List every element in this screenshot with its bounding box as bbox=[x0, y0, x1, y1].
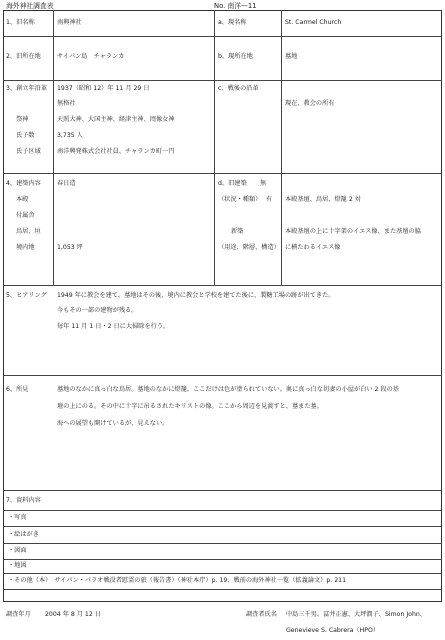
value-old-name: 南興神社 bbox=[57, 19, 82, 26]
row-divider bbox=[3, 285, 442, 286]
material-photo: ・写真 bbox=[8, 514, 27, 521]
material-postcard: ・絵はがき bbox=[8, 531, 39, 538]
observation-line-2: 壇の上にのる。その中に十字に吊るされたキリストの像。ここから周辺を見渡すと、墓また墓。 bbox=[57, 403, 323, 410]
list-divider bbox=[3, 526, 442, 527]
label-main-hall: 本殿 bbox=[16, 196, 29, 203]
value-new-building-line1: 本殿基壇の上に十字架のイエス像、また基壇の脇 bbox=[285, 228, 421, 235]
hearing-line-2: 今もその一部の建物が残る。 bbox=[57, 307, 138, 314]
list-divider bbox=[3, 573, 442, 574]
column-divider bbox=[53, 10, 54, 285]
value-surveyors-line2: Genevieve S. Cabrera（HPO） bbox=[286, 627, 380, 634]
row-divider bbox=[3, 80, 442, 81]
hearing-line-3: 毎年 11 月 1 日・2 日に大掃除を行う。 bbox=[57, 323, 170, 330]
observation-line-3: 海への展望も開けているが、見えない。 bbox=[57, 420, 169, 427]
document-title: 海外神社調査表 bbox=[6, 2, 54, 10]
list-divider bbox=[3, 510, 442, 511]
value-current-location: 墓地 bbox=[285, 53, 298, 60]
label-current-location: b、現所在地 bbox=[218, 53, 253, 60]
label-hearing: 5、ヒアリング bbox=[6, 292, 47, 299]
material-drawing: ・図面 bbox=[8, 547, 27, 554]
value-survey-date: 2004 年 8 月 12 日 bbox=[45, 611, 101, 618]
hearing-line-1: 1949 年に教会を建て、墓地はその後、境内に教会と学校を建てた後に、製糖工場の跡が出てきた。 bbox=[57, 292, 335, 299]
row-divider bbox=[3, 36, 442, 37]
label-parish-area: 氏子区域 bbox=[16, 148, 41, 155]
label-new-building: 新築 bbox=[231, 228, 244, 235]
row-divider bbox=[3, 375, 442, 376]
survey-table bbox=[3, 10, 442, 602]
label-surveyors: 調査者氏名 bbox=[246, 611, 277, 618]
value-surveyors-line1: 中島三千男、冨井正憲、大坪潤子、Simon John、 bbox=[286, 611, 426, 618]
label-old-name: 1、旧名称 bbox=[6, 19, 35, 26]
option-none: 無 bbox=[260, 180, 267, 187]
value-old-location: サイパン島 チャランカ bbox=[57, 53, 125, 60]
label-torii-fence: 鳥居、垣 bbox=[16, 228, 41, 235]
label-materials: 7、資料内容 bbox=[6, 497, 41, 504]
value-postwar-history: 現在、教会の所有 bbox=[285, 100, 335, 107]
label-old-building: d、旧建築 bbox=[218, 180, 247, 187]
label-use-floors-structure: （用途、階層、構造） bbox=[218, 244, 280, 251]
label-precinct-area: 境内地 bbox=[16, 244, 35, 251]
value-deity: 天照大神、大国主神、経津主神、罔像女神 bbox=[57, 116, 175, 123]
label-survey-date: 調査年月 bbox=[6, 611, 31, 618]
column-divider bbox=[281, 10, 282, 285]
row-divider bbox=[3, 173, 442, 174]
document-number: No. 南洋—11 bbox=[214, 2, 257, 10]
list-divider bbox=[3, 589, 442, 590]
option-exists: 有 bbox=[266, 196, 273, 203]
list-divider bbox=[3, 559, 442, 560]
material-other-books: ・その他（本） サイパン・パラオ戦没者慰霊の旅（報告書）（神社本庁）p. 19、戦前の海外神社一覧（拡義論文）p. 211 bbox=[8, 577, 347, 584]
list-divider bbox=[3, 543, 442, 544]
label-parishioner-count: 氏子数 bbox=[16, 132, 35, 139]
label-deity: 祭神 bbox=[16, 116, 29, 123]
material-map: ・地図 bbox=[8, 562, 27, 569]
observation-line-1: 墓地のなかに真っ白な鳥居。墓地のなかに燈籠。ここだけは色が塗られていない。奥に真っ白な切妻の小屋が白い 2 段の基 bbox=[57, 386, 399, 393]
label-postwar-history: c、戦後の沿革 bbox=[218, 85, 259, 92]
value-precinct-area: 1,053 坪 bbox=[57, 244, 83, 251]
value-old-building: 本殿基壇、鳥居、燈籠 2 対 bbox=[285, 196, 361, 203]
row-divider bbox=[3, 490, 442, 491]
label-condition-type: （状況・種類） bbox=[218, 196, 262, 203]
value-shrine-rank: 無格社 bbox=[57, 100, 76, 107]
label-annex: 付属舎 bbox=[16, 212, 35, 219]
value-founding-date: 1937（昭和 12）年 11 月 29 日 bbox=[57, 85, 150, 92]
value-new-building-line2: に横たわるイエス像 bbox=[285, 244, 341, 251]
label-observations: 6、所見 bbox=[6, 386, 29, 393]
column-divider bbox=[214, 10, 215, 285]
value-current-name: St. Carmel Church bbox=[285, 19, 342, 26]
value-architecture-style: 春日造 bbox=[57, 180, 76, 187]
label-current-name: a、現名称 bbox=[218, 19, 247, 26]
value-parish-area: 南洋興発株式会社社員、チャランカ町一円 bbox=[57, 148, 175, 155]
value-parishioner-count: 3,735 人 bbox=[57, 132, 83, 139]
label-founding-history: 3、創立年沿革 bbox=[6, 85, 48, 92]
label-building: 4、建築内容 bbox=[6, 180, 41, 187]
label-old-location: 2、旧所在地 bbox=[6, 53, 41, 60]
